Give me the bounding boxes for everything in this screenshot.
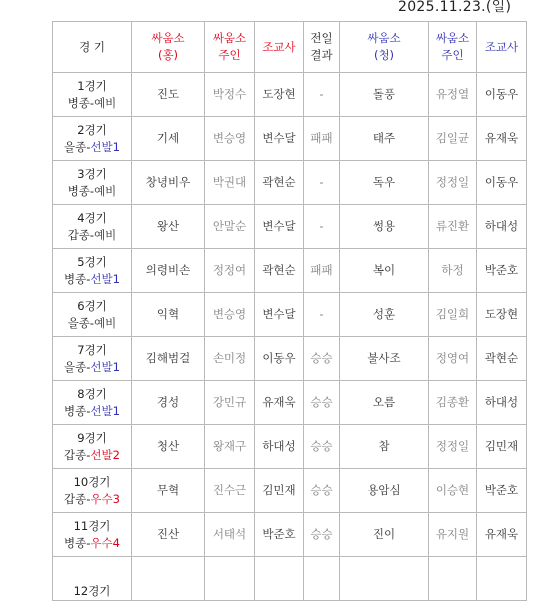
match-number-cell — [53, 381, 132, 425]
match-class: 병종- — [64, 271, 91, 286]
blue-trainer-name: 김민재 — [477, 425, 527, 469]
red-trainer-name: 변수달 — [255, 293, 304, 337]
red-trainer-name: 곽현순 — [255, 161, 304, 205]
match-row — [53, 425, 527, 469]
match-row — [53, 205, 527, 249]
previous-result: - — [304, 205, 340, 249]
red-owner-name: 왕재구 — [205, 425, 255, 469]
blue-trainer-name: 박준호 — [477, 249, 527, 293]
match-number: 7경기 — [77, 342, 107, 357]
previous-result: 승승 — [304, 425, 340, 469]
match-row — [53, 117, 527, 161]
blue-owner-name: 김일균 — [429, 117, 477, 161]
match-row — [53, 161, 527, 205]
blue-owner-name: 정정일 — [429, 425, 477, 469]
match-number-cell — [53, 73, 132, 117]
match-number-cell — [53, 117, 132, 161]
previous-result: - — [304, 293, 340, 337]
match-number: 6경기 — [77, 298, 107, 313]
match-number-cell — [53, 249, 132, 293]
match-division: 선발1 — [90, 359, 120, 374]
blue-trainer-name: 유재욱 — [477, 513, 527, 557]
header-match: 경 기 — [53, 22, 132, 73]
red-bull-name: 경성 — [132, 381, 205, 425]
match-class: 병종- — [64, 535, 91, 550]
match-rows — [53, 73, 527, 601]
match-number: 12경기 — [73, 584, 111, 598]
red-owner-name: 박정수 — [205, 73, 255, 117]
match-class: 병종- — [67, 95, 95, 110]
previous-result: 패패 — [304, 117, 340, 161]
match-row — [53, 381, 527, 425]
blue-bull-name: 썽용 — [340, 205, 429, 249]
red-trainer-name: 김민재 — [255, 469, 304, 513]
match-row — [53, 293, 527, 337]
match-division: 예비 — [94, 227, 117, 242]
header-record: 전일 결과 — [304, 22, 340, 73]
match-number: 10경기 — [73, 474, 111, 489]
match-number-cell — [53, 469, 132, 513]
red-owner-name: 강민규 — [205, 381, 255, 425]
blue-bull-name: 진이 — [340, 513, 429, 557]
red-owner-name: 정정여 — [205, 249, 255, 293]
match-number: 2경기 — [77, 122, 107, 137]
red-owner-name: 진수근 — [205, 469, 255, 513]
match-row-partial — [53, 557, 527, 601]
match-row — [53, 73, 527, 117]
blue-bull-name: 참 — [340, 425, 429, 469]
match-number: 9경기 — [77, 430, 107, 445]
date-label: 2025.11.23.(일) — [398, 0, 512, 15]
previous-result: 승승 — [304, 337, 340, 381]
red-trainer-name: 하대성 — [255, 425, 304, 469]
blue-owner-name: 류진환 — [429, 205, 477, 249]
match-class: 갑종- — [64, 491, 91, 506]
blue-trainer-name: 하대성 — [477, 381, 527, 425]
previous-result: 승승 — [304, 469, 340, 513]
red-owner-name: 박권대 — [205, 161, 255, 205]
match-row — [53, 337, 527, 381]
red-owner-name: 변승영 — [205, 293, 255, 337]
match-division: 예비 — [94, 183, 117, 198]
match-number-cell — [53, 557, 132, 601]
header-trainer-red: 조교사 — [255, 22, 304, 73]
blue-bull-name: 복이 — [340, 249, 429, 293]
blue-bull-name: 돌풍 — [340, 73, 429, 117]
previous-result: 승승 — [304, 381, 340, 425]
blue-bull-name: 용암심 — [340, 469, 429, 513]
red-bull-name: 무혁 — [132, 469, 205, 513]
red-bull-name: 익혁 — [132, 293, 205, 337]
red-bull-name: 기세 — [132, 117, 205, 161]
blue-owner-name: 정영여 — [429, 337, 477, 381]
red-bull-name: 진도 — [132, 73, 205, 117]
blue-trainer-name: 곽현순 — [477, 337, 527, 381]
red-owner-name: 안말순 — [205, 205, 255, 249]
red-trainer-name: 도장현 — [255, 73, 304, 117]
previous-result: - — [304, 73, 340, 117]
blue-trainer-name: 도장현 — [477, 293, 527, 337]
blue-bull-name: 불사조 — [340, 337, 429, 381]
red-bull-name: 창녕비우 — [132, 161, 205, 205]
match-row — [53, 513, 527, 557]
header-owner-blue: 싸움소 주인 — [429, 22, 477, 73]
previous-result: 패패 — [304, 249, 340, 293]
previous-result: - — [304, 161, 340, 205]
match-number-cell — [53, 513, 132, 557]
red-trainer-name: 곽현순 — [255, 249, 304, 293]
match-division: 우수3 — [90, 491, 120, 506]
match-class: 을종- — [64, 359, 91, 374]
match-number-cell — [53, 205, 132, 249]
match-class: 갑종- — [64, 447, 91, 462]
blue-owner-name: 정정일 — [429, 161, 477, 205]
match-class: 을종- — [64, 139, 91, 154]
red-trainer-name: 변수달 — [255, 205, 304, 249]
blue-bull-name: 독우 — [340, 161, 429, 205]
match-row — [53, 469, 527, 513]
previous-result: 승승 — [304, 513, 340, 557]
red-trainer-name: 유재욱 — [255, 381, 304, 425]
blue-bull-name: 성훈 — [340, 293, 429, 337]
match-division: 선발1 — [90, 403, 120, 418]
match-number-cell — [53, 425, 132, 469]
blue-bull-name: 오름 — [340, 381, 429, 425]
red-trainer-name: 이동우 — [255, 337, 304, 381]
header-trainer-blue: 조교사 — [477, 22, 527, 73]
match-division: 예비 — [94, 95, 117, 110]
match-division: 선발1 — [90, 271, 120, 286]
header-fighter-red: 싸움소 (홍) — [132, 22, 205, 73]
match-row — [53, 249, 527, 293]
blue-trainer-name: 박준호 — [477, 469, 527, 513]
match-number-cell — [53, 161, 132, 205]
blue-trainer-name: 이동우 — [477, 73, 527, 117]
match-class: 갑종- — [67, 227, 95, 242]
header-fighter-blue: 싸움소 (청) — [340, 22, 429, 73]
match-division: 선발1 — [90, 139, 120, 154]
blue-owner-name: 유정열 — [429, 73, 477, 117]
blue-trainer-name: 이동우 — [477, 161, 527, 205]
match-number: 4경기 — [77, 210, 107, 225]
blue-trainer-name: 유재욱 — [477, 117, 527, 161]
match-division: 선발2 — [90, 447, 120, 462]
red-trainer-name: 변수달 — [255, 117, 304, 161]
red-owner-name: 손미정 — [205, 337, 255, 381]
header-row — [53, 22, 527, 73]
red-bull-name: 진산 — [132, 513, 205, 557]
red-trainer-name: 박준호 — [255, 513, 304, 557]
blue-owner-name: 김일희 — [429, 293, 477, 337]
match-class: 을종- — [67, 315, 95, 330]
blue-trainer-name: 하대성 — [477, 205, 527, 249]
match-number: 11경기 — [73, 518, 111, 533]
blue-bull-name: 태주 — [340, 117, 429, 161]
match-division: 예비 — [94, 315, 117, 330]
match-number-cell — [53, 293, 132, 337]
red-bull-name: 청산 — [132, 425, 205, 469]
match-class: 병종- — [67, 183, 95, 198]
blue-owner-name: 유지원 — [429, 513, 477, 557]
blue-owner-name: 하정 — [429, 249, 477, 293]
red-owner-name: 서태석 — [205, 513, 255, 557]
red-owner-name: 변승영 — [205, 117, 255, 161]
red-bull-name: 의령비손 — [132, 249, 205, 293]
match-number: 8경기 — [77, 386, 107, 401]
match-class: 병종- — [64, 403, 91, 418]
match-division: 우수4 — [90, 535, 120, 550]
match-number: 3경기 — [77, 166, 107, 181]
red-bull-name: 왕산 — [132, 205, 205, 249]
match-number: 5경기 — [77, 254, 107, 269]
match-schedule-table — [52, 21, 527, 601]
match-number: 1경기 — [77, 78, 107, 93]
header-owner-red: 싸움소 주인 — [205, 22, 255, 73]
match-number-cell — [53, 337, 132, 381]
blue-owner-name: 김종환 — [429, 381, 477, 425]
red-bull-name: 김해범걸 — [132, 337, 205, 381]
blue-owner-name: 이승현 — [429, 469, 477, 513]
